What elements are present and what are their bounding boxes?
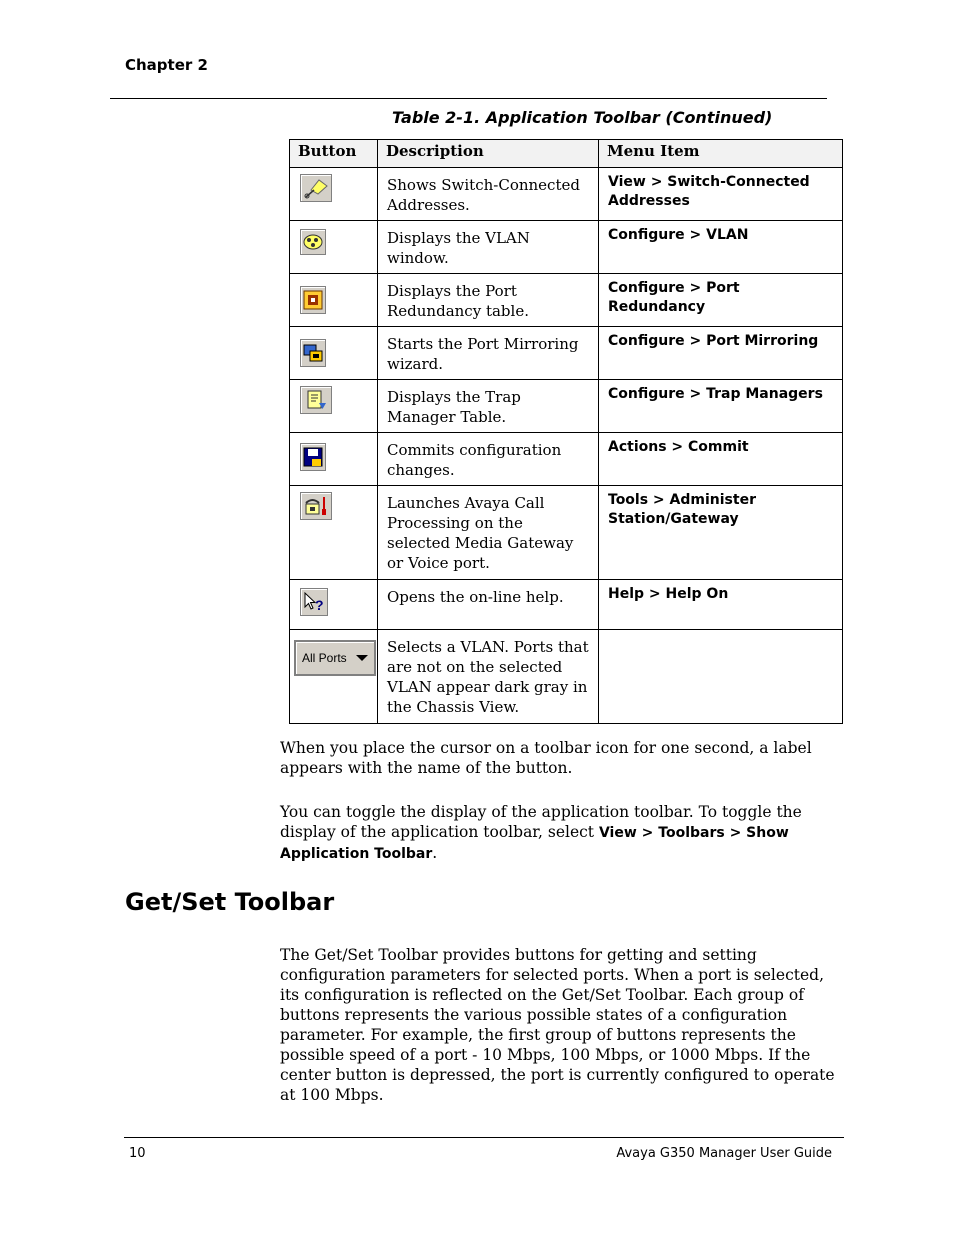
page-number: 10: [129, 1146, 146, 1161]
button-cell: [290, 486, 378, 580]
table-row: [290, 630, 843, 724]
get-set-paragraph: The Get/Set Toolbar provides buttons for getting and setting configuration parameters for selected ports. When a port is selected, its configuration is reflected on the Get/Set Toolbar. Each group of buttons represents the various possible states of a configuration parameter. For example, the first group of buttons represents the possible speed of a port - 10 Mbps, 100 Mbps, or 1000 Mbps. If the center button is depressed, the port is currently configured to operate at 100 Mbps.: [280, 946, 835, 1104]
menu-item-cell: Configure > Port Redundancy: [599, 274, 843, 327]
section-heading: Get/Set Toolbar: [125, 888, 335, 916]
description-cell: Selects a VLAN. Ports that are not on the selected VLAN appear dark gray in the Chassis View.: [378, 630, 599, 724]
table-row: [290, 327, 843, 380]
button-cell: [290, 630, 378, 724]
port-redundancy-icon[interactable]: [300, 286, 326, 314]
trap-manager-icon[interactable]: [300, 386, 332, 414]
description-cell: Displays the VLAN window.: [378, 221, 599, 274]
description-cell: Commits configuration changes.: [378, 433, 599, 486]
toggle-paragraph-end: .: [432, 844, 438, 862]
menu-item-cell: View > Switch-Connected Addresses: [599, 168, 843, 221]
help-icon[interactable]: [300, 588, 328, 616]
button-cell: [290, 580, 378, 630]
application-toolbar-table: [289, 139, 843, 724]
button-cell: [290, 433, 378, 486]
button-cell: [290, 168, 378, 221]
menu-item-cell: Tools > Administer Station/Gateway: [599, 486, 843, 580]
vlan-icon[interactable]: [300, 229, 326, 255]
menu-item-cell: Configure > VLAN: [599, 221, 843, 274]
description-cell: Starts the Port Mirroring wizard.: [378, 327, 599, 380]
chevron-down-icon: [356, 655, 368, 661]
description-cell: Displays the Trap Manager Table.: [378, 380, 599, 433]
button-cell: [290, 221, 378, 274]
call-processing-icon[interactable]: [300, 492, 332, 520]
guide-title: Avaya G350 Manager User Guide: [616, 1146, 832, 1161]
menu-item-cell: Help > Help On: [599, 580, 843, 630]
button-cell: [290, 274, 378, 327]
column-header-button: Button: [290, 140, 378, 168]
column-header-description: Description: [378, 140, 599, 168]
vlan-select-dropdown[interactable]: [294, 640, 376, 676]
header-rule: [110, 98, 827, 99]
menu-item-cell: Configure > Trap Managers: [599, 380, 843, 433]
button-cell: [290, 327, 378, 380]
dropdown-selected-value: All Ports: [302, 651, 347, 665]
commit-icon[interactable]: [300, 443, 326, 471]
footer-rule: [124, 1137, 844, 1138]
menu-item-cell: Configure > Port Mirroring: [599, 327, 843, 380]
description-cell: Launches Avaya Call Processing on the selected Media Gateway or Voice port.: [378, 486, 599, 580]
toggle-paragraph: [280, 802, 840, 864]
menu-item-cell: [599, 630, 843, 724]
table-row: [290, 380, 843, 433]
switch-connected-addresses-icon[interactable]: [300, 174, 332, 202]
tooltip-paragraph: When you place the cursor on a toolbar icon for one second, a label appears with the name of the button.: [280, 739, 812, 777]
table-caption: Table 2-1. Application Toolbar (Continued): [392, 108, 773, 127]
description-cell: Opens the on-line help.: [378, 580, 599, 630]
table-row: [290, 168, 843, 221]
menu-path: View > Toolbars > Show Application Toolbar: [280, 825, 789, 862]
port-mirroring-icon[interactable]: [300, 339, 326, 367]
table-row: [290, 274, 843, 327]
column-header-menu-item: Menu Item: [599, 140, 843, 168]
table-row: [290, 433, 843, 486]
table-header-row: [290, 140, 843, 168]
menu-item-cell: Actions > Commit: [599, 433, 843, 486]
description-cell: Displays the Port Redundancy table.: [378, 274, 599, 327]
description-cell: Shows Switch-Connected Addresses.: [378, 168, 599, 221]
table-row: [290, 221, 843, 274]
svg-text:?: ?: [315, 597, 324, 613]
toggle-paragraph-text: You can toggle the display of the application toolbar. To toggle the display of the application toolbar, select: [280, 803, 802, 841]
button-cell: [290, 380, 378, 433]
chapter-label: Chapter 2: [125, 56, 208, 74]
table-row: [290, 580, 843, 630]
table-row: [290, 486, 843, 580]
